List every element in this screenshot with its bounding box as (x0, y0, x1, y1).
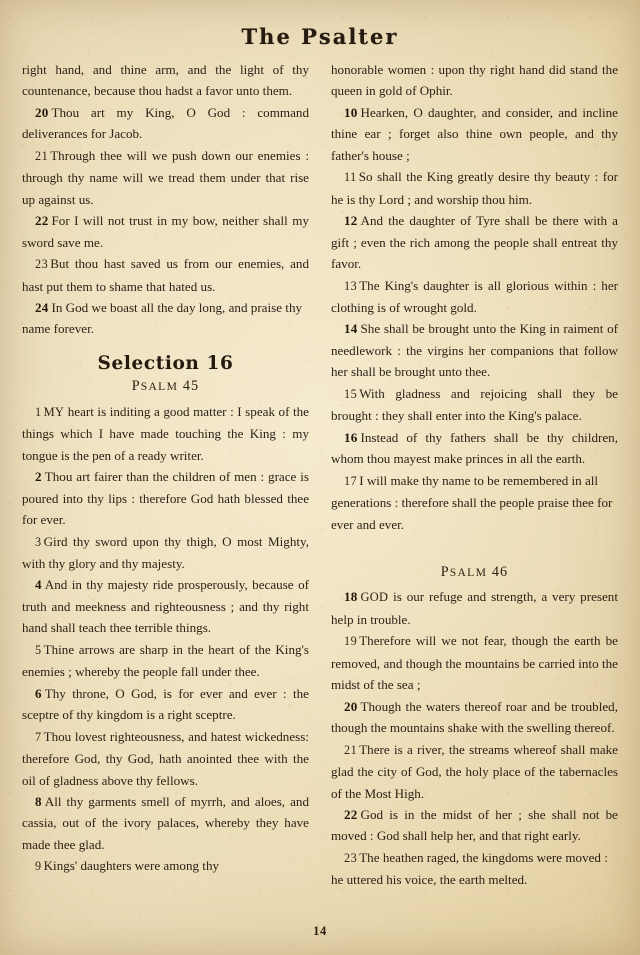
verse-number: 22 (344, 806, 358, 822)
left-text-column (22, 59, 309, 919)
verse-number: 22 (35, 213, 49, 229)
verse-number: 21 (344, 742, 358, 757)
verse-number: 10 (344, 104, 358, 120)
verse-text: All thy garments smell of myrrh, and aloes, and cassia, out of the ivory palaces, whereby they have made thee glad. (22, 793, 309, 852)
verse-text: Through thee will we push down our enemies : through thy name will we tread them under that rise up against us. (22, 147, 309, 207)
verse-text: Thy throne, O God, is for ever and ever : the sceptre of thy kingdom is a right sceptre. (22, 685, 309, 723)
verse-number: 4 (35, 577, 42, 593)
continued-verse: right hand, and thine arm, and the light of thy countenance, because thou hadst a favor unto them. (22, 62, 309, 99)
psalm-heading (331, 562, 618, 583)
verse-paragraph (331, 210, 618, 274)
verse-text: So shall the King greatly desire thy beauty : for he is thy Lord ; and worship thou him. (331, 169, 618, 207)
verse-number: 16 (344, 429, 358, 445)
verse-paragraph (22, 102, 309, 145)
verse-number: 11 (344, 170, 357, 185)
verse-paragraph (22, 145, 309, 210)
verse-text: Thou art fairer than the children of men : grace is poured into thy lips : therefore God hath blessed thee for ever. (22, 469, 309, 528)
verse-number: 20 (344, 698, 358, 714)
verse-text: I will make thy name to be remembered in all generations : therefore shall the people praise thee for ever and ever. (331, 472, 613, 532)
verse-paragraph (22, 683, 309, 726)
verse-text: Kings' daughters were among thy (43, 858, 220, 874)
verse-paragraph (331, 383, 618, 427)
running-head-title: The Psalter (241, 24, 399, 49)
verse-number: 8 (35, 793, 42, 809)
verse-paragraph (331, 739, 618, 804)
verse-number: 2 (35, 469, 42, 485)
verse-number: 21 (35, 148, 49, 163)
psalm-heading-initial: P (131, 378, 141, 395)
verse-text: is our refuge and strength, a very present help in trouble. (331, 589, 618, 627)
verse-number: 3 (35, 534, 42, 549)
psalm-heading-initial: P (440, 563, 450, 580)
verse-paragraph (22, 297, 309, 340)
verse-paragraph (331, 275, 618, 319)
verse-number: 20 (35, 104, 49, 120)
verse-paragraph (331, 696, 618, 739)
verse-text: In God we boast all the day long, and praise thy name forever. (22, 299, 303, 337)
verse-text: She shall be brought unto the King in raiment of needlework : the virgins her companions that follow her shall be brought unto thee. (331, 321, 618, 380)
verse-paragraph (22, 791, 309, 855)
verse-number: 15 (344, 386, 358, 401)
verse-paragraph (22, 726, 309, 791)
verse-text: But thou hast saved us from our enemies, and hast put them to shame that hated us. (22, 256, 309, 294)
text-body (22, 59, 618, 919)
verse-paragraph (331, 427, 618, 470)
verse-text: For I will not trust in my bow, neither shall my sword save me. (22, 213, 309, 250)
verse-text: There is a river, the streams whereof shall make glad the city of God, the holy place of the tabernacles of the Most High. (331, 741, 618, 801)
verse-paragraph (331, 102, 618, 166)
verse-paragraph (22, 531, 309, 575)
right-text-column (331, 59, 618, 919)
verse-text: The King's daughter is all glorious within : her clothing is of wrought gold. (331, 277, 618, 315)
verse-text: Thou lovest righteousness, and hatest wickedness: therefore God, thy God, hath anointed thee with the oil of gladness above thy fellows. (22, 728, 309, 788)
verse-paragraph (22, 466, 309, 530)
verse-text: Gird thy sword upon thy thigh, O most Mighty, with thy glory and thy majesty. (22, 533, 309, 571)
verse-paragraph (22, 855, 309, 877)
verse-number: 19 (344, 634, 358, 649)
psalm-heading-word: SALM (449, 565, 488, 579)
verse-paragraph (331, 318, 618, 382)
verse-paragraph (331, 470, 618, 535)
verse-number: 6 (35, 685, 42, 701)
verse-paragraph (22, 574, 309, 638)
verse-text: And in thy majesty ride prosperously, because of truth and meekness and righteousness ; and thy right hand shall teach thee terrible things. (22, 577, 309, 636)
page-number (0, 924, 640, 939)
verse-number: 1 (35, 404, 42, 419)
verse-paragraph (22, 253, 309, 297)
verse-paragraph (331, 166, 618, 210)
verse-paragraph (331, 586, 618, 630)
verse-lead-caps: MY (43, 404, 65, 419)
verse-text: Thine arrows are sharp in the heart of the King's enemies ; whereby the people fall under thee. (22, 641, 309, 680)
verse-text: God is in the midst of her ; she shall not be moved : God shall help her, and that right early. (331, 806, 618, 844)
verse-paragraph (331, 630, 618, 695)
verse-paragraph (331, 804, 618, 847)
selection-heading: Selection 16 (97, 352, 234, 374)
verse-number: 5 (35, 642, 42, 657)
verse-number: 7 (35, 729, 42, 744)
verse-number: 12 (344, 213, 358, 229)
verse-text: And the daughter of Tyre shall be there with a gift ; even the rich among the people shall entreat thy favor. (331, 213, 618, 272)
running-head (0, 24, 640, 49)
verse-number: 18 (344, 589, 358, 605)
verse-text: Instead of thy fathers shall be thy children, whom thou mayest make princes in all the earth. (331, 429, 618, 467)
verse-number: 14 (344, 321, 358, 337)
verse-text: Though the waters thereof roar and be troubled, though the mountains shake with the swelling thereof. (331, 698, 618, 736)
psalm-heading (22, 376, 309, 397)
psalm-heading-word: SALM (140, 380, 179, 394)
verse-number: 23 (344, 850, 358, 865)
verse-paragraph (331, 847, 618, 891)
verse-text: heart is inditing a good matter : I speak of the things which I have made touching the King : my tongue is the pen of a ready writer. (22, 403, 309, 463)
verse-paragraph (22, 401, 309, 466)
verse-number: 13 (344, 278, 358, 293)
verse-paragraph (22, 210, 309, 253)
verse-lead-caps: GOD (360, 590, 389, 605)
psalm-heading-number: 45 (182, 378, 200, 395)
verse-text: The heathen raged, the kingdoms were moved : he uttered his voice, the earth melted. (331, 849, 608, 888)
verse-text: With gladness and rejoicing shall they be brought : they shall enter into the King's palace. (331, 385, 618, 424)
psalm-heading-number: 46 (491, 563, 509, 580)
continued-verse: honorable women : upon thy right hand did stand the queen in gold of Ophir. (331, 62, 618, 99)
verse-text: Thou art my King, O God : command deliverances for Jacob. (22, 104, 309, 142)
verse-number: 24 (35, 299, 49, 315)
verse-number: 17 (344, 473, 358, 488)
verse-number: 23 (35, 257, 49, 272)
verse-number: 9 (35, 859, 42, 874)
verse-paragraph (22, 639, 309, 683)
verse-text: Therefore will we not fear, though the earth be removed, and though the mountains be carried into the midst of the sea ; (331, 633, 618, 693)
page-number-value: 14 (313, 924, 327, 938)
verse-text: Hearken, O daughter, and consider, and incline thine ear ; forget also thine own people, and thy father's house ; (331, 104, 618, 163)
